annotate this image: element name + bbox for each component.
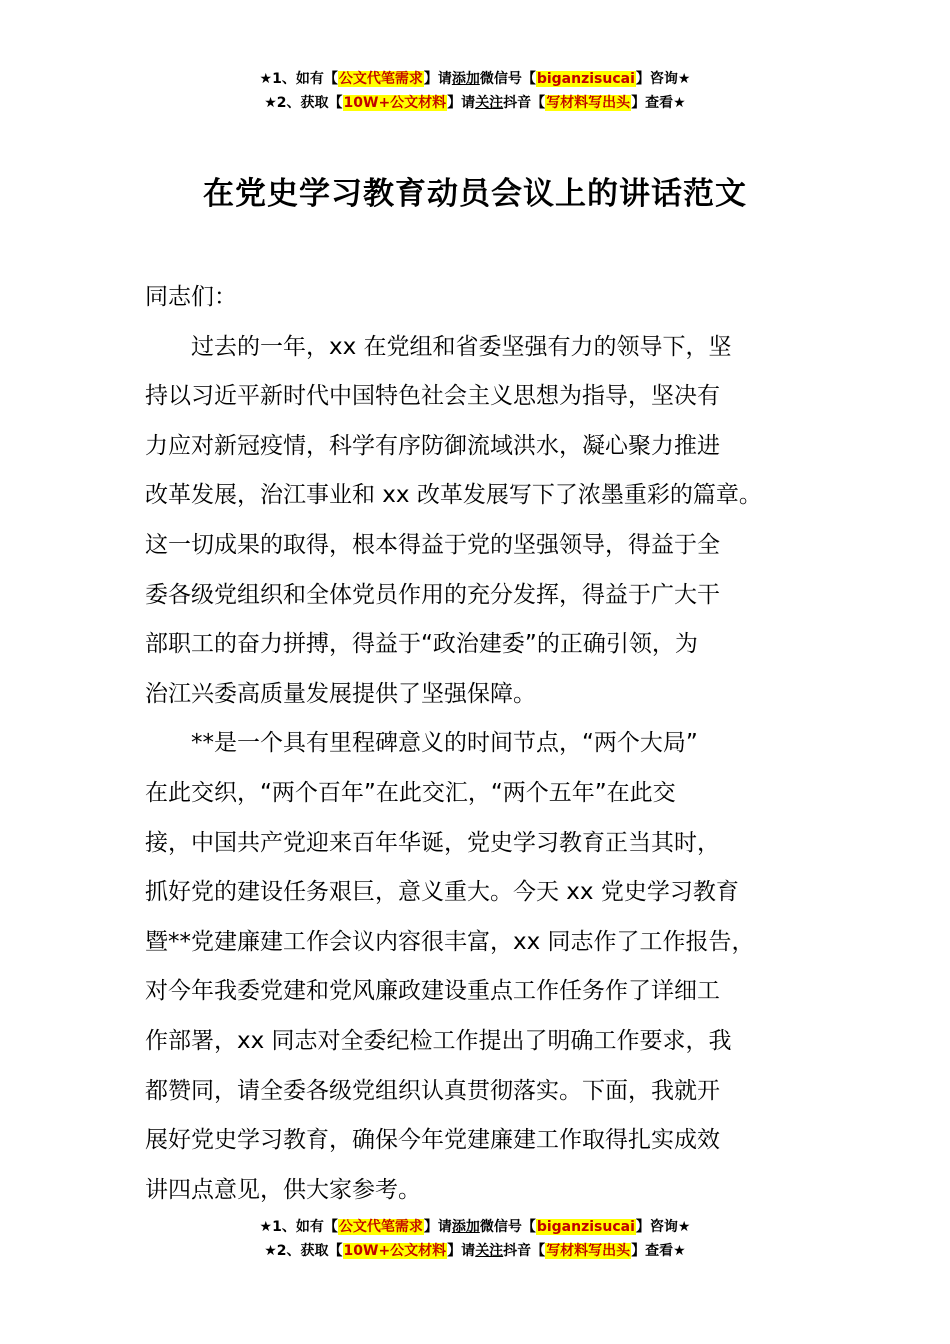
banner-highlight-wechat-id: biganzisucai	[536, 71, 635, 87]
banner-line-1: ★1、如有【公文代笔需求】请添加微信号【biganzisucai】咨询★	[259, 1219, 691, 1235]
banner-highlight-service: 公文代笔需求	[338, 71, 423, 87]
paragraph-line: 委各级党组织和全体党员作用的充分发挥，得益于广大干	[145, 581, 720, 608]
paragraph-line: 这一切成果的取得，根本得益于党的坚强领导，得益于全	[145, 531, 720, 558]
banner-highlight-wechat-id: biganzisucai	[536, 1219, 635, 1235]
paragraph-line: 暨**党建廉建工作会议内容很丰富，xx 同志作了工作报告，	[145, 928, 755, 955]
paragraph-2	[145, 719, 815, 1215]
banner-line-1: ★1、如有【公文代笔需求】请添加微信号【biganzisucai】咨询★	[259, 71, 691, 87]
paragraph-line: 展好党史学习教育，确保今年党建廉建工作取得扎实成效	[145, 1127, 720, 1154]
banner-highlight-service: 公文代笔需求	[338, 1219, 423, 1235]
paragraph-line: **是一个具有里程碑意义的时间节点，“两个大局”	[191, 730, 698, 757]
paragraph-line: 在此交织，“两个百年”在此交汇，“两个五年”在此交	[145, 779, 676, 806]
paragraph-line: 接，中国共产党迎来百年华诞，党史学习教育正当其时，	[145, 829, 720, 856]
banner-highlight-materials: 10W+公文材料	[343, 1243, 447, 1259]
banner-highlight-douyin-account: 写材料写出头	[546, 95, 631, 111]
header-banner	[0, 67, 950, 115]
document-title: 在党史学习教育动员会议上的讲话范文	[203, 176, 747, 212]
banner-line-2: ★2、获取【10W+公文材料】请关注抖音【写材料写出头】查看★	[264, 1243, 686, 1259]
paragraph-line: 对今年我委党建和党风廉政建设重点工作任务作了详细工	[145, 978, 720, 1005]
paragraph-line: 作部署，xx 同志对全委纪检工作提出了明确工作要求，我	[145, 1027, 732, 1054]
salutation: 同志们：	[145, 284, 237, 310]
paragraph-line: 都赞同，请全委各级党组织认真贯彻落实。下面，我就开	[145, 1077, 720, 1104]
footer-banner	[0, 1215, 950, 1263]
paragraph-line: 过去的一年，xx 在党组和省委坚强有力的领导下，坚	[191, 333, 732, 360]
document-body	[145, 273, 815, 1215]
banner-highlight-materials: 10W+公文材料	[343, 95, 447, 111]
paragraph-1	[145, 323, 815, 720]
banner-highlight-douyin-account: 写材料写出头	[546, 1243, 631, 1259]
paragraph-line: 治江兴委高质量发展提供了坚强保障。	[145, 680, 536, 707]
paragraph-line: 持以习近平新时代中国特色社会主义思想为指导，坚决有	[145, 383, 720, 410]
paragraph-line: 力应对新冠疫情，科学有序防御流域洪水，凝心聚力推进	[145, 432, 720, 459]
paragraph-line: 部职工的奋力拼搏，得益于“政治建委”的正确引领，为	[145, 631, 698, 658]
paragraph-line: 讲四点意见，供大家参考。	[145, 1176, 421, 1203]
paragraph-line: 抓好党的建设任务艰巨，意义重大。今天 xx 党史学习教育	[145, 879, 739, 906]
paragraph-line: 改革发展，治江事业和 xx 改革发展写下了浓墨重彩的篇章。	[145, 482, 762, 509]
banner-line-2: ★2、获取【10W+公文材料】请关注抖音【写材料写出头】查看★	[264, 95, 686, 111]
